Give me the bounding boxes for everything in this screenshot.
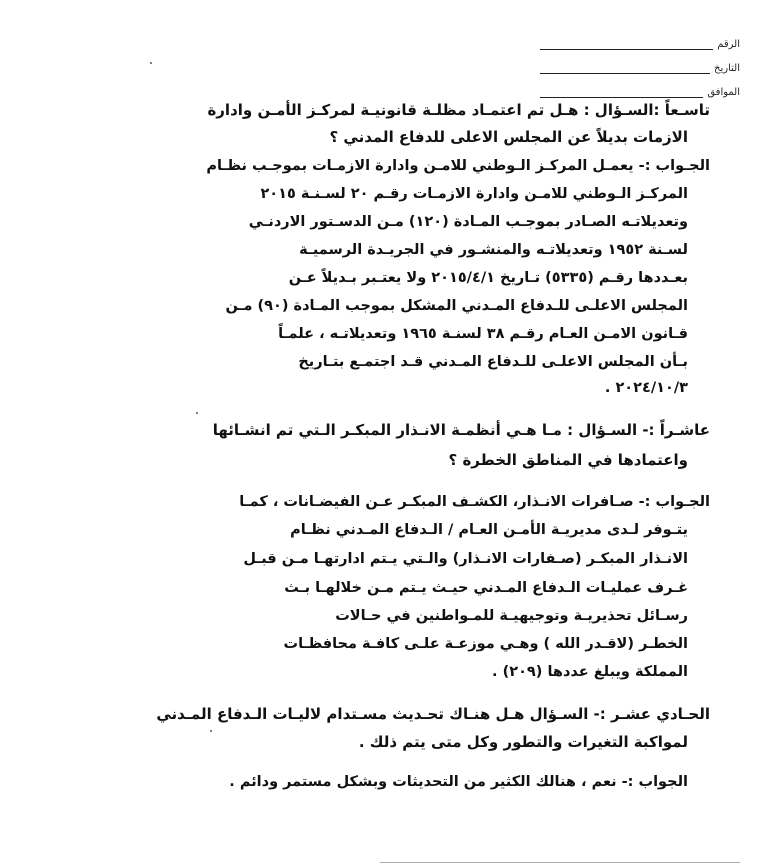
q10-answer-line-1: الجـواب :- صـافرات الانـذار، الكشـف المبكـر عـن الفيضـانات ، كمـا [239,494,710,510]
q10-question-line-2: واعتمادها في المناطق الخطرة ؟ [448,451,688,469]
q9-answer-line-7: قـانون الامـن العـام رقـم ٣٨ لسنـة ١٩٦٥ وتعديلاتـه ، علمـاً [278,326,688,342]
scan-speck [196,412,198,414]
scan-speck [150,62,152,64]
scan-speck [210,730,212,732]
q9-answer-line-8: بـأن المجلس الاعلـى للـدفاع المـدني قـد اجتمـع بتـاريخ [298,354,688,370]
number-field-line [540,41,713,50]
number-row [540,26,740,50]
q9-answer-line-4: لسـنة ١٩٥٢ وتعديلاتـه والمنشـور في الجريـدة الرسميـة [299,242,688,258]
corresponding-row [540,74,740,98]
document-meta-block [540,26,740,98]
corresponding-field-line [540,89,703,98]
q9-answer-line-5: بعـددها رقـم (٥٣٣٥) تـاريخ ٢٠١٥/٤/١ ولا يعتـبر بـديلاً عـن [288,270,688,286]
corresponding-label: الموافق [707,87,740,98]
q10-answer-line-7: المملكة ويبلغ عددها (٢٠٩) . [492,664,688,680]
q9-answer-line-3: وتعديلاتـه الصـادر بموجـب المـادة (١٢٠) مـن الدسـتور الاردنـي [248,214,688,230]
q11-question-line-2: لمواكبة التغيرات والتطور وكل متى يتم ذلك . [358,733,688,751]
q9-answer-line-6: المجلس الاعلـى للـدفاع المـدني المشكل بموجب المـادة (٩٠) مـن [225,298,688,314]
q9-answer-line-9: ٢٠٢٤/١٠/٣ . [604,380,688,396]
q9-answer-line-2: المركـز الـوطني للامـن وادارة الازمـات رقـم ٢٠ لسـنـة ٢٠١٥ [260,186,688,202]
q10-answer-line-6: الخطـر (لاقـدر الله ) وهـي موزعـة علـى كافـة محافظـات [283,636,688,652]
date-field-line [540,65,710,74]
q10-answer-line-4: غـرف عمليـات الـدفاع المـدني حيـث يـتم مـن خلالهـا بـث [284,580,688,596]
q10-answer-line-3: الانـذار المبكـر (صـفارات الانـذار) والـتي يـتم ادارتهـا مـن قبـل [243,551,688,567]
number-label: الرقم [717,39,740,50]
date-label: التاريخ [714,63,740,74]
date-row [540,50,740,74]
page-bottom-rule [380,862,740,863]
q9-question-line-1: تاسـعاً :السـؤال : هـل تم اعتمـاد مظلـة قانونيـة لمركـز الأمـن وادارة [207,101,710,119]
q9-question-line-2: الازمات بديلاً عن المجلس الاعلى للدفاع المدني ؟ [329,128,688,146]
q11-answer-line-1: الجواب :- نعم ، هنالك الكثير من التحديثات وبشكل مستمر ودائم . [229,774,688,790]
q10-answer-line-5: رسـائل تحذيريـة وتوجيهيـة للمـواطنين في حـالات [335,608,688,624]
q10-answer-line-2: يتـوفر لـدى مديريـة الأمـن العـام / الـدفاع المـدني نظـام [290,522,688,538]
q9-answer-line-1: الجـواب :- يعمـل المركـز الـوطني للامـن وادارة الازمـات بموجـب نظـام [206,158,710,174]
q10-question-line-1: عاشـراً :- السـؤال : مـا هـي أنظمـة الانـذار المبكـر الـتي تم انشـائها [212,421,710,439]
q11-question-line-1: الحـادي عشـر :- السـؤال هـل هنـاك تحـديث مسـتدام لاليـات الـدفاع المـدني [156,705,710,723]
